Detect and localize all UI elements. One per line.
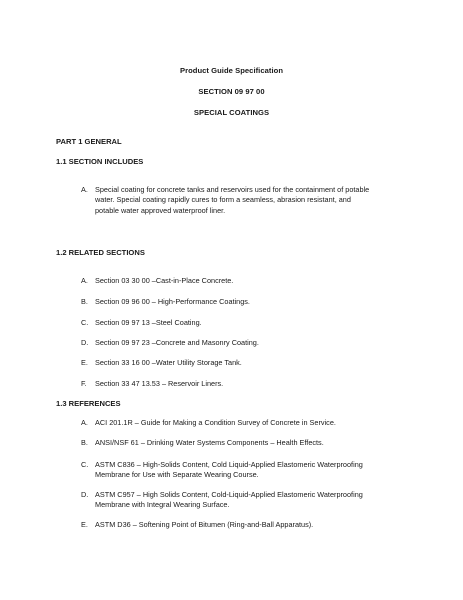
item-line: ANSI/NSF 61 – Drinking Water Systems Components – Health Effects.	[95, 438, 324, 447]
item-letter: A.	[81, 418, 88, 427]
item-line: water. Special coating rapidly cures to form a seamless, abrasion resistant, and	[95, 195, 351, 205]
item-text	[95, 520, 447, 530]
item-text	[95, 460, 447, 481]
item-letter: C.	[81, 460, 89, 469]
item-text	[95, 185, 447, 216]
item-line: Section 33 47 13.53 – Reservoir Liners.	[95, 379, 224, 388]
item-line: Section 09 97 23 –Concrete and Masonry Coating.	[95, 338, 259, 347]
item-text	[95, 358, 447, 368]
item-line: Section 03 30 00 –Cast-in-Place Concrete.	[95, 276, 234, 285]
item-line: Section 09 96 00 – High-Performance Coatings.	[95, 297, 250, 306]
item-text	[95, 490, 447, 511]
item-line: ACI 201.1R – Guide for Making a Condition Survey of Concrete in Service.	[95, 418, 336, 427]
item-letter: F.	[81, 379, 87, 388]
item-line: Section 09 97 13 –Steel Coating.	[95, 318, 202, 327]
item-letter: D.	[81, 490, 89, 499]
subsection-heading-1-3: 1.3 REFERENCES	[56, 399, 121, 408]
part-heading: PART 1 GENERAL	[56, 137, 122, 146]
item-letter: A.	[81, 276, 88, 285]
item-letter: E.	[81, 358, 88, 367]
item-letter: B.	[81, 438, 88, 447]
item-line: Membrane with Integral Wearing Surface.	[95, 500, 230, 510]
item-letter: D.	[81, 338, 89, 347]
item-line: ASTM D36 – Softening Point of Bitumen (Ring-and-Ball Apparatus).	[95, 520, 314, 529]
item-line: Section 33 16 00 –Water Utility Storage Tank.	[95, 358, 242, 367]
subsection-heading-1-2: 1.2 RELATED SECTIONS	[56, 248, 145, 257]
item-letter: B.	[81, 297, 88, 306]
item-text	[95, 318, 447, 328]
item-text	[95, 297, 447, 307]
item-letter: C.	[81, 318, 89, 327]
section-number: SECTION 09 97 00	[198, 87, 265, 96]
item-letter: A.	[81, 185, 88, 194]
section-title: SPECIAL COATINGS	[193, 108, 270, 117]
item-text	[95, 338, 447, 348]
item-line: Special coating for concrete tanks and reservoirs used for the containment of potable	[95, 185, 370, 194]
item-line: ASTM C836 – High-Solids Content, Cold Liquid-Applied Elastomeric Waterproofing	[95, 460, 363, 469]
subsection-heading-1-1: 1.1 SECTION INCLUDES	[56, 157, 144, 166]
item-letter: E.	[81, 520, 88, 529]
item-text	[95, 379, 447, 389]
item-text	[95, 438, 447, 448]
item-line: potable water approved waterproof liner.	[95, 205, 226, 215]
document-type-title: Product Guide Specification	[179, 66, 284, 75]
item-line: Membrane for Use with Separate Wearing Course.	[95, 470, 259, 480]
item-line: ASTM C957 – High Solids Content, Cold-Liquid-Applied Elastomeric Waterproofing	[95, 490, 363, 499]
item-text	[95, 276, 447, 286]
item-text	[95, 418, 447, 428]
